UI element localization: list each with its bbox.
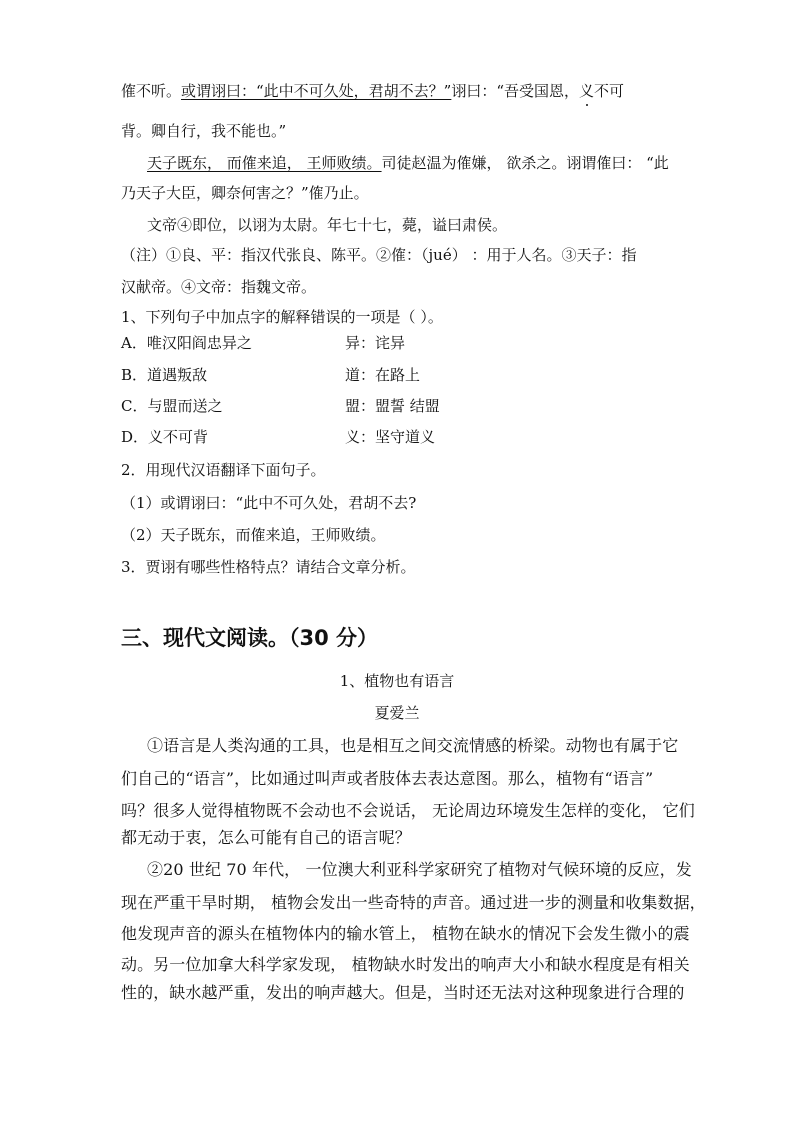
underlined-sentence: 天子既东， 而傕来追， 王师败绩。 (147, 154, 382, 172)
paragraph-2-line-2: 现在严重干旱时期， 植物会发出一些奇特的声音。通过进一步的测量和收集数据， (121, 893, 706, 912)
paragraph-1-line-4: 都无动于衷，怎么可能有自己的语言呢？ (121, 828, 411, 847)
passage-line-1 (121, 84, 624, 99)
paragraph-2-line-3: 他发现声音的源头在植物体内的输水管上， 植物在缺水的情况下会发生微小的震 (121, 924, 690, 943)
option-d-sentence: D．义不可背 (121, 428, 209, 446)
underlined-sentence: 或谓诩曰：“此中不可久处，君胡不去？” (181, 82, 452, 100)
option-c-sentence: C．与盟而送之 (121, 397, 223, 415)
paragraph-1-line-2: 们自己的“语言”，比如通过叫声或者肢体去表达意图。那么，植物有“语言” (121, 769, 654, 788)
passage-text: 不可 (594, 82, 625, 100)
option-b-sentence: B．道遇叛敌 (121, 366, 208, 384)
paragraph-2-line-4: 动。另一位加拿大科学家发现， 植物缺水时发出的响声大小和缺水程度是有相关 (121, 955, 690, 974)
question-1: 1、下列句子中加点字的解释错误的一项是（ ）。 (121, 308, 443, 326)
question-2-sentence-1: （1）或谓诩曰：“此中不可久处，君胡不去? (121, 494, 417, 512)
annotation-line-2: 汉献帝。④文帝：指魏文帝。 (121, 278, 317, 296)
option-d-explanation: 义：坚守道义 (345, 428, 436, 446)
option-a-sentence: A．唯汉阳阎忠异之 (121, 334, 252, 352)
paragraph-1-line-3: 吗？很多人觉得植物既不会动也不会说话， 无论周边环境发生怎样的变化， 它们 (121, 801, 695, 820)
section-heading: 三、现代文阅读。（30 分） (121, 626, 379, 650)
option-c-explanation: 盟：盟誓 结盟 (345, 397, 440, 415)
question-2: 2．用现代汉语翻译下面句子。 (121, 461, 326, 479)
annotation-line-1: （注）①良、平：指汉代张良、陈平。②傕：（jué） ：用于人名。③天子：指 (121, 246, 637, 264)
question-3: 3．贾诩有哪些性格特点？请结合文章分析。 (121, 558, 416, 576)
option-b-explanation: 道：在路上 (345, 366, 421, 384)
passage-line-4: 乃天子大臣，卿奈何害之？”傕乃止。 (121, 184, 369, 202)
option-a-explanation: 异：诧异 (345, 334, 406, 352)
paragraph-1-line-1: ①语言是人类沟通的工具，也是相互之间交流情感的桥梁。动物也有属于它 (147, 736, 679, 755)
passage-text: 诩曰：“吾受国恩， (451, 82, 580, 100)
passage-line-5: 文帝④即位，以诩为太尉。年七十七，薨，谥曰肃侯。 (147, 216, 508, 234)
passage-text: 傕不听。 (121, 82, 182, 100)
dotted-character: 义 (579, 82, 595, 100)
article-title: 1、植物也有语言 (339, 672, 455, 690)
passage-text: 司徒赵温为傕嫌， 欲杀之。诩谓傕曰： “此 (381, 154, 669, 172)
paragraph-2-line-5: 性的，缺水越严重，发出的响声越大。但是，当时还无法对这种现象进行合理的 (121, 983, 685, 1002)
paragraph-2-line-1: ②20 世纪 70 年代， 一位澳大利亚科学家研究了植物对气候环境的反应，发 (147, 860, 692, 879)
article-author: 夏爱兰 (374, 704, 420, 722)
question-2-sentence-2: （2）天子既东，而傕来追，王师败绩。 (121, 526, 386, 544)
passage-line-3 (147, 156, 669, 171)
passage-line-2: 背。卿自行，我不能也。” (121, 122, 287, 140)
